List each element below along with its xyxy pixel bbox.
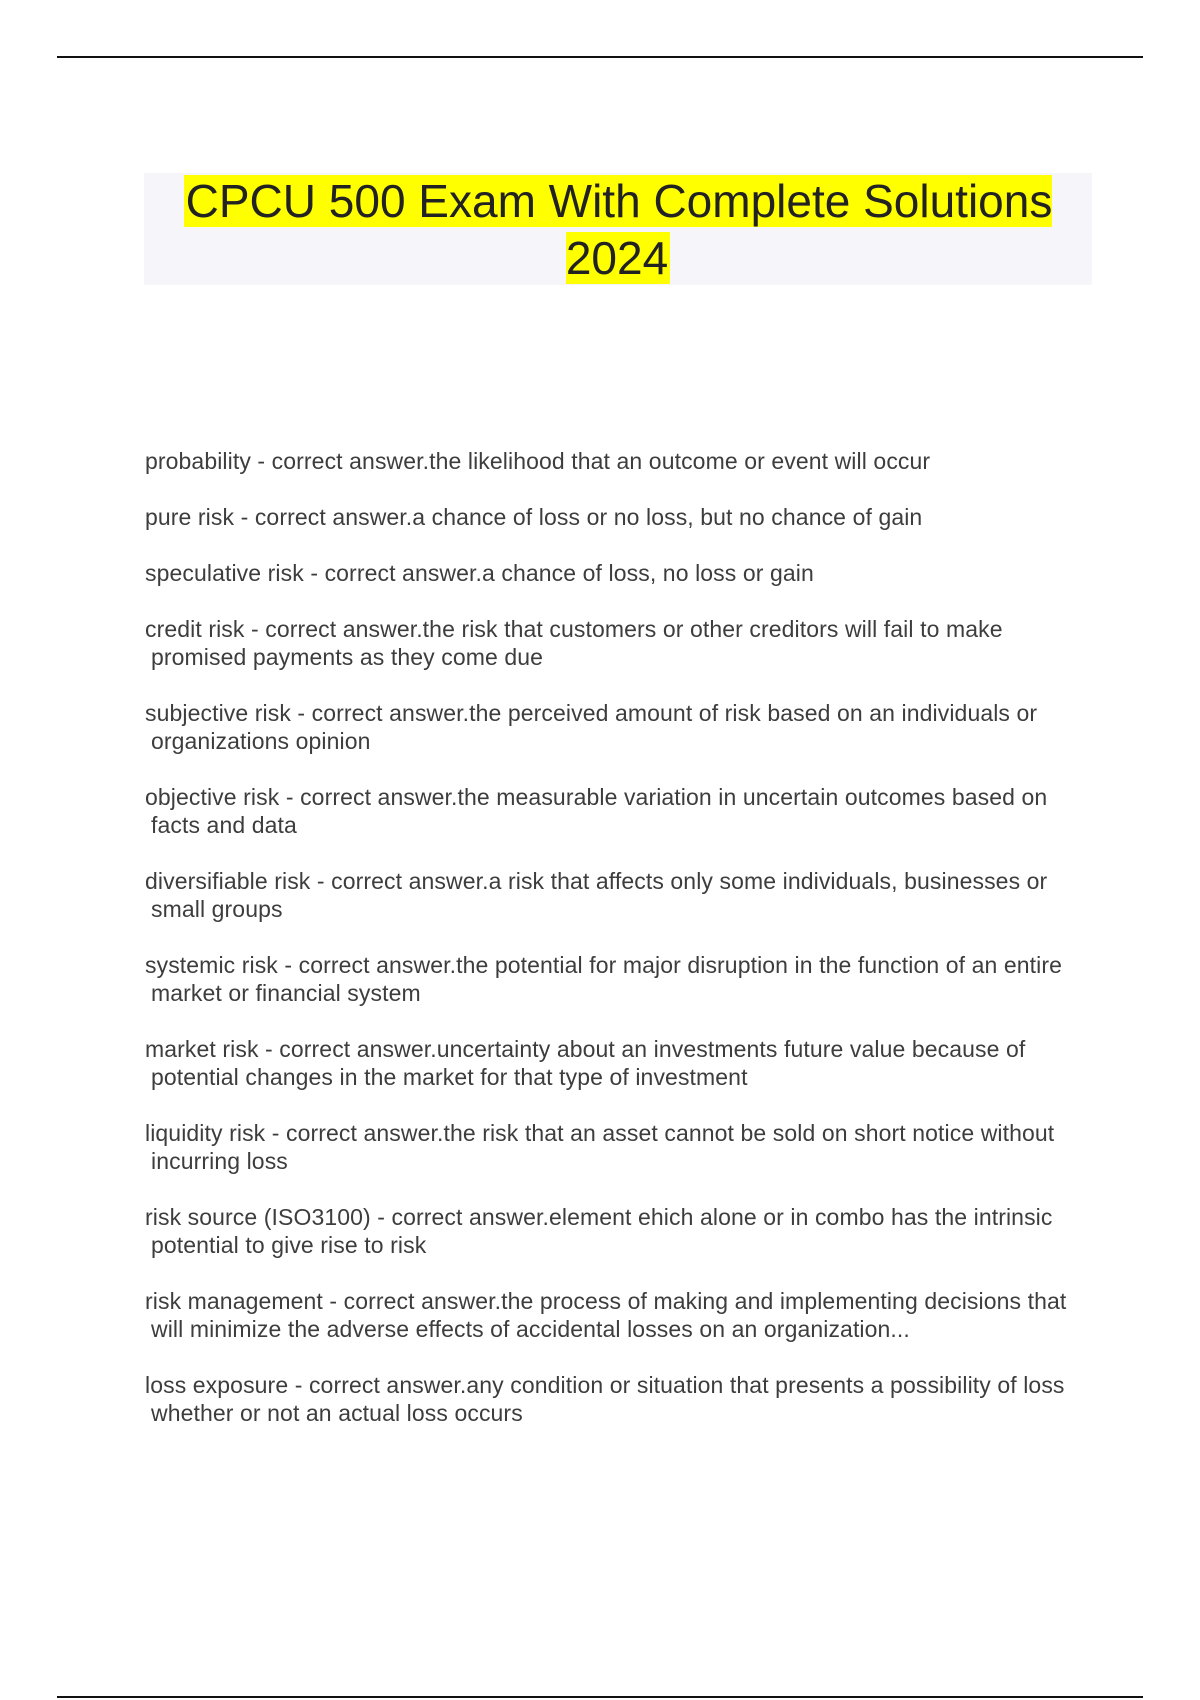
qa-entry: subjective risk - correct answer.the perceived amount of risk based on an individuals or organizations opinion: [145, 700, 1038, 754]
highlighted-title-text: CPCU 500 Exam With Complete Solutions 2024: [185, 175, 1053, 284]
document-title: [144, 173, 1092, 287]
qa-entry: liquidity risk - correct answer.the risk that an asset cannot be sold on short notice without incurring loss: [145, 1120, 1055, 1174]
bottom-rule: [57, 1696, 1143, 1698]
qa-entry: market risk - correct answer.uncertainty about an investments future value because of potential changes in the market for that type of investment: [145, 1036, 1026, 1090]
qa-list: [145, 447, 1085, 1455]
qa-entry: risk management - correct answer.the process of making and implementing decisions that will minimize the adverse effects of accidental losses on an organization...: [145, 1288, 1067, 1342]
qa-entry: credit risk - correct answer.the risk that customers or other creditors will fail to make promised payments as they come due: [145, 616, 1003, 670]
qa-entry: loss exposure - correct answer.any condition or situation that presents a possibility of loss whether or not an actual loss occurs: [145, 1372, 1065, 1426]
top-rule: [57, 56, 1143, 58]
qa-entry: probability - correct answer.the likelihood that an outcome or event will occur: [145, 448, 931, 474]
qa-entry: pure risk - correct answer.a chance of loss or no loss, but no chance of gain: [145, 504, 923, 530]
qa-entry: systemic risk - correct answer.the potential for major disruption in the function of an entire market or financial system: [145, 952, 1063, 1006]
qa-entry: risk source (ISO3100) - correct answer.element ehich alone or in combo has the intrinsic potential to give rise to risk: [145, 1204, 1053, 1258]
qa-entry: objective risk - correct answer.the measurable variation in uncertain outcomes based on facts and data: [145, 784, 1048, 838]
qa-entry: speculative risk - correct answer.a chance of loss, no loss or gain: [145, 560, 814, 586]
qa-entry: diversifiable risk - correct answer.a risk that affects only some individuals, businesses or small groups: [145, 868, 1048, 922]
title-band: [144, 173, 1092, 285]
